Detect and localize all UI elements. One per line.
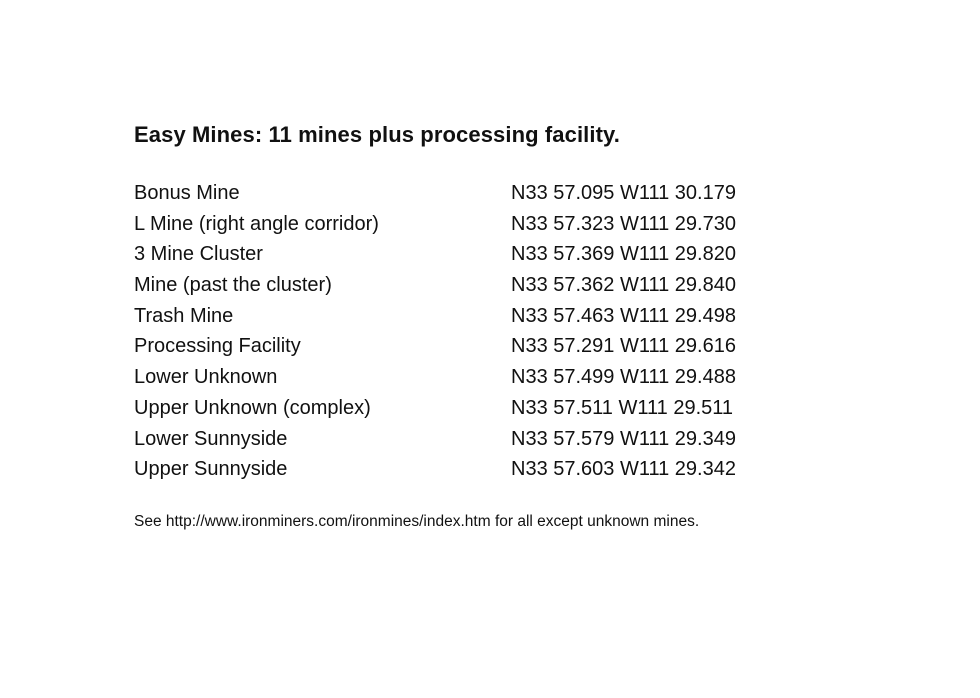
list-item <box>134 424 834 455</box>
mine-coordinates: N33 57.579 W111 29.349 <box>511 427 736 450</box>
document-title: Easy Mines: 11 mines plus processing facility. <box>134 122 620 147</box>
list-item <box>134 178 834 209</box>
list-item <box>134 270 834 301</box>
mine-name: 3 Mine Cluster <box>134 243 263 266</box>
mine-name: Lower Unknown <box>134 366 278 389</box>
list-item <box>134 362 834 393</box>
mine-name: Upper Unknown (complex) <box>134 396 371 419</box>
mine-coordinates: N33 57.499 W111 29.488 <box>511 366 736 389</box>
list-item <box>134 209 834 240</box>
mine-list <box>134 178 834 485</box>
mine-coordinates: N33 57.095 W111 30.179 <box>511 182 736 204</box>
list-item <box>134 393 834 424</box>
mine-coordinates: N33 57.362 W111 29.840 <box>511 274 736 297</box>
mine-coordinates: N33 57.369 W111 29.820 <box>511 243 736 266</box>
mine-coordinates: N33 57.291 W111 29.616 <box>511 335 736 358</box>
mine-name: Trash Mine <box>134 304 234 327</box>
mine-coordinates: N33 57.603 W111 29.342 <box>511 458 736 481</box>
mine-coordinates: N33 57.323 W111 29.730 <box>511 212 736 235</box>
mine-name: L Mine (right angle corridor) <box>134 212 379 235</box>
mine-name: Mine (past the cluster) <box>134 274 332 297</box>
mine-coordinates: N33 57.463 W111 29.498 <box>511 304 736 327</box>
mine-name: Processing Facility <box>134 335 301 358</box>
list-item <box>134 239 834 270</box>
footnote: See http://www.ironminers.com/ironmines/index.htm for all except unknown mines. <box>134 513 700 530</box>
mine-name: Bonus Mine <box>134 182 240 204</box>
mine-name: Lower Sunnyside <box>134 427 288 450</box>
mine-coordinates: N33 57.511 W111 29.511 <box>511 396 734 419</box>
list-item <box>134 301 834 332</box>
mine-name: Upper Sunnyside <box>134 458 288 481</box>
list-item <box>134 331 834 362</box>
list-item <box>134 454 834 485</box>
